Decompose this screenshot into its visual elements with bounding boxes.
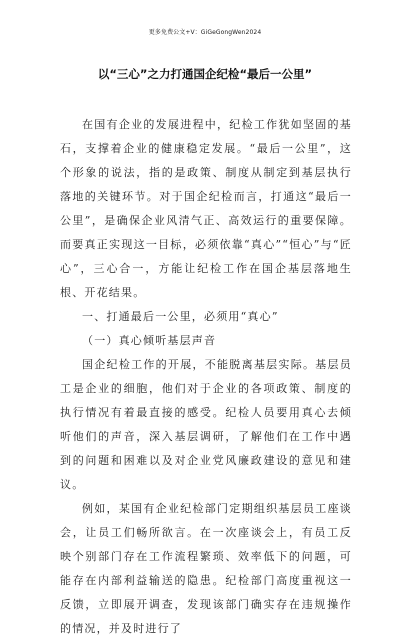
- subsection-heading: （一）真心倾听基层声音: [82, 334, 217, 347]
- header-note: 更多免费公文+V：GiGeGongWen2024: [148, 29, 262, 36]
- intro-paragraph: 在国有企业的发展进程中，纪检工作犹如坚固的基石，支撑着企业的健康稳定发展。“最后一公里”，这个形象的说法，指的是政策、制度从制定到基层执行落地的关键环节。对于国企纪检而言，打通这“最后一公里”，是确保企业风清气正、高效运行的重要保障。而要真正实现这一目标，必须依靠“真心”“恒心”与“匠心”，三心合一，方能让纪检工作在国企基层落地生根、开花结果。: [60, 118, 352, 299]
- document-title: 以“三心”之力打通国企纪检“最后一公里”: [97, 67, 313, 81]
- document-body: [60, 113, 352, 641]
- body-paragraph: 国企纪检工作的开展，不能脱离基层实际。基层员工是企业的细胞，他们对于企业的各项政策、制度的执行情况有着最直接的感受。纪检人员要用真心去倾听他们的声音，深入基层调研，了解他们在工作中遇到的问题和困难以及对企业党风廉政建设的意见和建议。: [60, 358, 352, 491]
- body-paragraph-example: 例如，某国有企业纪检部门定期组织基层员工座谈会，让员工们畅所欲言。在一次座谈会上，有员工反映个别部门存在工作流程繁琐、效率低下的问题，可能存在内部利益输送的隐患。纪检部门高度重视这一反馈，立即展开调查，发现该部门确实存在违规操作的情况，并及时进行了: [60, 502, 352, 635]
- section-heading: 一、打通最后一公里，必须用“真心”: [82, 310, 279, 323]
